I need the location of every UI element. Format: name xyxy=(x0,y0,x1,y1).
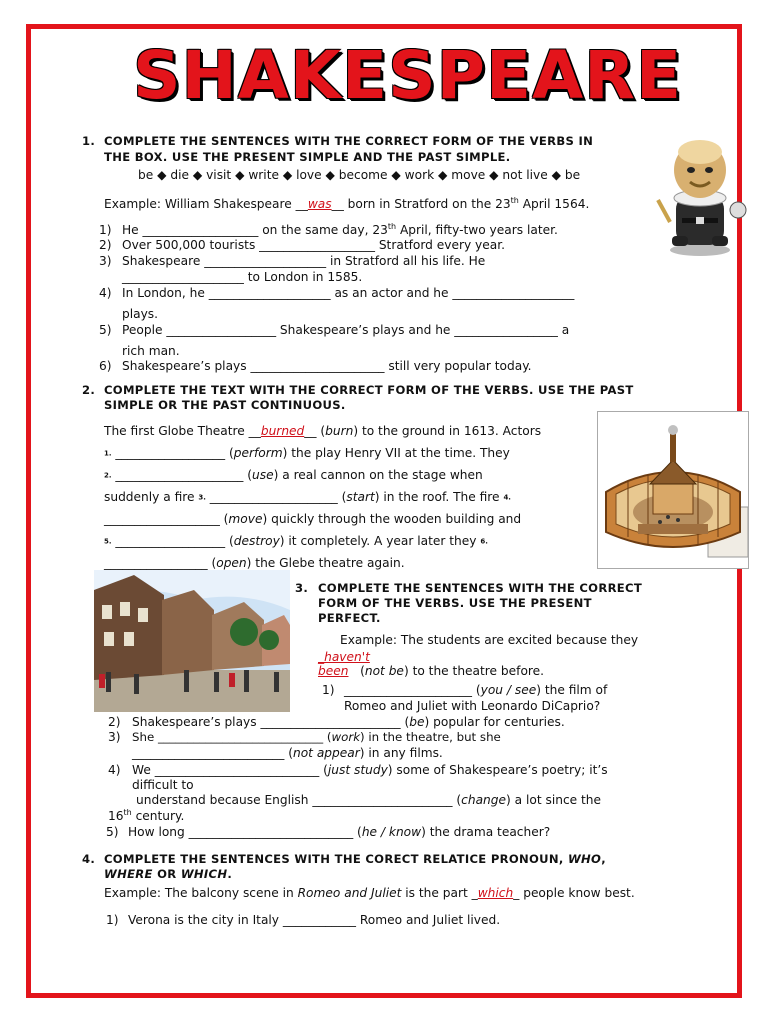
shakespeare-cartoon-icon xyxy=(650,130,750,260)
s2-line5-a: ___________________ ( xyxy=(104,512,229,526)
s3-item4 xyxy=(132,762,608,778)
s2-line1-a: The first Globe Theatre __ xyxy=(104,424,261,438)
s3-item4-verb: just study xyxy=(327,763,388,777)
s3-item4-cont2 xyxy=(136,792,601,808)
s1-heading-line2: THE BOX. USE THE PRESENT SIMPLE AND THE PAST SIMPLE. xyxy=(104,150,511,164)
s2-num4: 4. xyxy=(503,493,511,502)
s1-example-answer: was xyxy=(307,197,332,211)
s2-line6 xyxy=(104,533,488,550)
s3-item5-number: 5) xyxy=(106,825,119,839)
s3-item5 xyxy=(128,824,550,840)
s2-line7-a: _________________ ( xyxy=(104,556,217,570)
s3-item4-sup: th xyxy=(123,807,132,817)
s2-line5 xyxy=(104,511,521,527)
s4-heading-line2 xyxy=(104,866,232,882)
s3-item2-b: ) popular for centuries. xyxy=(424,715,565,729)
s1-heading-line1: COMPLETE THE SENTENCES WITH THE CORRECT FORM OF THE VERBS IN xyxy=(104,134,594,148)
s3-item3-d: ) in any films. xyxy=(359,746,443,760)
s3-item5-a: How long ___________________________ ( xyxy=(128,825,362,839)
s3-example-a: ( xyxy=(360,664,365,678)
s1-item1-sup: th xyxy=(387,221,397,231)
s2-num1: 1. xyxy=(104,449,112,458)
s2-line5-b: ) quickly through the wooden building and xyxy=(262,512,522,526)
s3-item4-g: century. xyxy=(131,809,185,823)
s1-item1 xyxy=(122,222,558,238)
s3-item2-number: 2) xyxy=(108,715,121,729)
s3-item2-verb: be xyxy=(409,715,425,729)
s3-item5-verb: he / know xyxy=(361,825,422,839)
s4-example-b: is the part _ xyxy=(401,886,478,900)
s3-item2 xyxy=(132,714,565,730)
s1-example xyxy=(104,196,589,212)
s1-item3-cont: ____________________ to London in 1585. xyxy=(122,270,363,284)
s3-item3-a: She ____________________________ ( xyxy=(132,730,332,744)
s3-item3-b: ) in the theatre, but she xyxy=(360,730,501,744)
s1-item5-number: 5) xyxy=(99,323,112,337)
s1-item4-cont: plays. xyxy=(122,307,159,321)
s4-example-answer: which xyxy=(477,886,514,900)
s1-item3-number: 3) xyxy=(99,254,112,268)
s2-line3-b: ) a real cannon on the stage when xyxy=(273,468,483,482)
s3-item4-f: 16 xyxy=(108,809,124,823)
s4-example xyxy=(104,885,635,901)
s3-item3-c: _________________________ ( xyxy=(132,746,293,760)
s1-item2-number: 2) xyxy=(99,238,112,252)
s3-item3-verb2: not appear xyxy=(292,746,360,760)
s3-item3-verb: work xyxy=(331,730,361,744)
s2-line2-b: ) the play Henry VII at the time. They xyxy=(282,446,510,460)
s3-item4-e: ) a lot since the xyxy=(506,793,602,807)
s3-item3-number: 3) xyxy=(108,730,121,744)
s1-item6: Shakespeare’s plays ______________________ still very popular today. xyxy=(122,359,532,373)
s4-example-a: Example: The balcony scene in xyxy=(104,886,298,900)
s4-heading-comma: , xyxy=(601,852,606,866)
s2-line1 xyxy=(104,423,541,439)
s2-line7-b: ) the Glebe theatre again. xyxy=(246,556,405,570)
s4-heading-line1 xyxy=(104,851,606,867)
s3-item3 xyxy=(132,729,501,745)
page-title: SHAKESPEARE xyxy=(133,37,683,114)
s2-line1-verb: burn xyxy=(325,424,354,438)
s3-item1-number: 1) xyxy=(322,683,335,697)
s3-heading-line2: FORM OF THE VERBS. USE THE PRESENT xyxy=(318,596,592,610)
s2-line3-verb: use xyxy=(252,468,274,482)
s1-item5: People __________________ Shakespeare’s plays and he _________________ a xyxy=(122,323,570,337)
s4-number: 4. xyxy=(82,852,96,866)
s3-item5-b: ) the drama teacher? xyxy=(421,825,551,839)
s3-item1-b: ) the film of xyxy=(536,683,608,697)
s2-line4-b: _____________________ ( xyxy=(209,490,347,504)
s2-line6-b: ) it completely. A year later they xyxy=(279,534,477,548)
s3-example-line2 xyxy=(318,663,544,679)
s1-item3: Shakespeare ____________________ in Stratford all his life. He xyxy=(122,254,486,268)
s2-line3 xyxy=(104,467,483,484)
s4-heading-a: COMPLETE THE SENTENCES WITH THE CORECT RELATICE PRONOUN, xyxy=(104,852,564,866)
s2-line4-c: ) in the roof. The fire xyxy=(374,490,500,504)
s4-heading-which: WHICH xyxy=(180,867,228,881)
s3-example-answer-part1: _haven't xyxy=(318,650,370,664)
s3-item1-a: _____________________ ( xyxy=(344,683,481,697)
s3-item1 xyxy=(344,682,607,698)
s3-item1-verb: you / see xyxy=(480,683,537,697)
s3-item4-a: We ___________________________ ( xyxy=(132,763,328,777)
s4-heading-where: WHERE xyxy=(104,867,153,881)
s3-item3-cont xyxy=(132,745,443,761)
s2-line4-a: suddenly a fire xyxy=(104,490,195,504)
s2-line7 xyxy=(104,555,405,571)
s4-example-c: _ people know best. xyxy=(513,886,635,900)
s4-example-title: Romeo and Juliet xyxy=(297,886,402,900)
s2-line5-verb: move xyxy=(228,512,263,526)
s1-item1-b: April, fifty-two years later. xyxy=(396,223,558,237)
s4-heading-who: WHO xyxy=(567,852,602,866)
s3-item4-verb2: change xyxy=(461,793,507,807)
s1-example-a: Example: William Shakespeare __ xyxy=(104,197,308,211)
s4-heading-or: OR xyxy=(152,867,181,881)
s3-item4-number: 4) xyxy=(108,763,121,777)
s3-example-verb: not be xyxy=(364,664,404,678)
s2-line6-verb: destroy xyxy=(233,534,280,548)
s3-item4-d: understand because English _______________________ ( xyxy=(136,793,462,807)
s2-line4 xyxy=(104,489,511,506)
s1-item6-number: 6) xyxy=(99,359,112,373)
s1-item5-cont: rich man. xyxy=(122,344,180,358)
s4-heading-period: . xyxy=(227,867,233,881)
verb-box: be ◆ die ◆ visit ◆ write ◆ love ◆ become ◆ work ◆ move ◆ not live ◆ be xyxy=(138,168,581,182)
s2-heading-line2: SIMPLE OR THE PAST CONTINUOUS. xyxy=(104,398,346,412)
s3-item1-cont: Romeo and Juliet with Leonardo DiCaprio? xyxy=(344,699,601,713)
s2-line3-a: _____________________ ( xyxy=(115,468,253,482)
s3-example-answer-part2: been xyxy=(318,664,349,678)
s1-example-c: April 1564. xyxy=(518,197,590,211)
s2-example-answer: burned xyxy=(260,424,305,438)
s2-line2-verb: perform xyxy=(233,446,283,460)
s3-item2-a: Shakespeare’s plays _______________________ ( xyxy=(132,715,410,729)
s1-example-b: __ born in Stratford on the 23 xyxy=(331,197,511,211)
s1-item1-a: He ___________________ on the same day, 23 xyxy=(122,223,388,237)
s1-example-sup: th xyxy=(510,195,519,205)
s2-line1-b: __ ( xyxy=(304,424,326,438)
s2-line7-verb: open xyxy=(216,556,247,570)
s1-item4-number: 4) xyxy=(99,286,112,300)
s3-example-b: ) to the theatre before. xyxy=(403,664,545,678)
s1-item4: In London, he ____________________ as an actor and he ____________________ xyxy=(122,286,575,300)
s2-num5: 5. xyxy=(104,537,112,546)
s3-heading-line3: PERFECT. xyxy=(318,611,381,625)
stratford-street-image xyxy=(94,570,290,712)
s2-line4-verb: start xyxy=(346,490,375,504)
s1-item1-number: 1) xyxy=(99,223,112,237)
s4-item1-number: 1) xyxy=(106,913,119,927)
s3-item4-cont1: difficult to xyxy=(132,778,194,792)
s2-num2: 2. xyxy=(104,471,112,480)
s2-num6: 6. xyxy=(480,537,488,546)
s4-item1: Verona is the city in Italy ____________ Romeo and Juliet lived. xyxy=(128,913,501,927)
s3-example-line1: Example: The students are excited because they xyxy=(340,633,639,647)
s2-heading-line1: COMPLETE THE TEXT WITH THE CORRECT FORM OF THE VERBS. USE THE PAST xyxy=(104,383,634,397)
s3-item4-cont3 xyxy=(108,808,184,824)
s2-line2 xyxy=(104,445,510,462)
s2-line6-a: __________________ ( xyxy=(115,534,234,548)
globe-theatre-image xyxy=(597,411,749,569)
s2-number: 2. xyxy=(82,383,96,397)
s3-item4-b: ) some of Shakespeare’s poetry; it’s xyxy=(387,763,608,777)
s2-line2-a: __________________ ( xyxy=(115,446,234,460)
s2-line1-c: ) to the ground in 1613. Actors xyxy=(353,424,542,438)
s1-number: 1. xyxy=(82,134,96,148)
s3-number: 3. xyxy=(295,581,309,595)
s3-heading-line1: COMPLETE THE SENTENCES WITH THE CORRECT xyxy=(318,581,643,595)
s2-num3: 3. xyxy=(198,493,206,502)
s1-item2: Over 500,000 tourists ___________________ Stratford every year. xyxy=(122,238,506,252)
